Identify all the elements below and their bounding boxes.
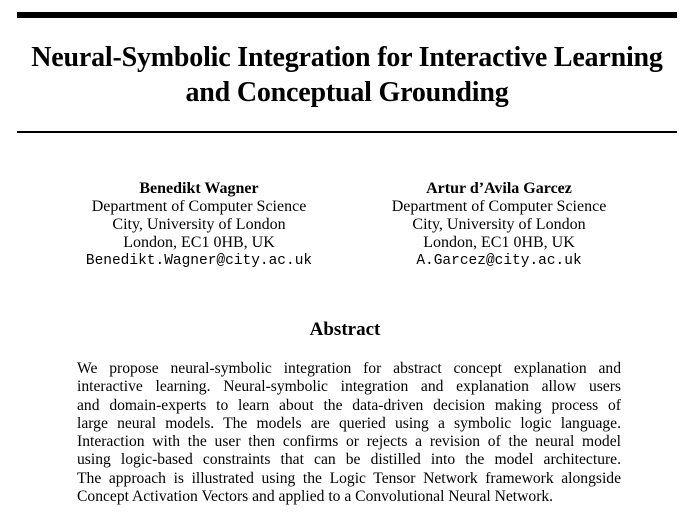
abstract-line: using logic-based constraints that can be distilled into the model architecture. bbox=[77, 451, 621, 469]
title-line-1: Neural-Symbolic Integration for Interactive Learning bbox=[31, 42, 663, 73]
author-block-wagner bbox=[60, 180, 338, 270]
author-email[interactable]: A.Garcez@city.ac.uk bbox=[416, 253, 582, 269]
author-address: London, EC1 0HB, UK bbox=[423, 234, 575, 251]
author-institution: City, University of London bbox=[412, 216, 586, 233]
author-department: Department of Computer Science bbox=[391, 198, 607, 215]
abstract-line: and domain-experts to learn about the data-driven decision making process of bbox=[77, 396, 621, 414]
author-name: Benedikt Wagner bbox=[139, 180, 259, 197]
author-institution: City, University of London bbox=[112, 216, 286, 233]
author-block-garcez bbox=[360, 180, 638, 270]
abstract-line: We propose neural-symbolic integration for abstract concept explanation and bbox=[77, 360, 621, 377]
abstract-line: interactive learning. Neural-symbolic integration and explanation allow users bbox=[77, 378, 621, 396]
abstract-line: The approach is illustrated using the Logic Tensor Network framework alongside bbox=[77, 469, 621, 487]
author-email[interactable]: Benedikt.Wagner@city.ac.uk bbox=[85, 253, 313, 269]
author-name: Artur d’Avila Garcez bbox=[426, 180, 572, 197]
abstract-line: Interaction with the user then confirms or rejects a revision of the neural model bbox=[77, 433, 621, 451]
author-address: London, EC1 0HB, UK bbox=[123, 234, 275, 251]
title-bottom-rule bbox=[17, 131, 677, 133]
abstract-line: Concept Activation Vectors and applied to a Convolutional Neural Network. bbox=[77, 488, 554, 506]
paper-title bbox=[10, 40, 684, 110]
abstract-heading: Abstract bbox=[309, 319, 381, 340]
author-department: Department of Computer Science bbox=[91, 198, 307, 215]
abstract-line: large neural models. The models are queried using a symbolic logic language. bbox=[77, 414, 621, 432]
abstract-body bbox=[77, 360, 621, 506]
top-rule bbox=[17, 12, 677, 18]
title-line-2: and Conceptual Grounding bbox=[185, 77, 509, 108]
